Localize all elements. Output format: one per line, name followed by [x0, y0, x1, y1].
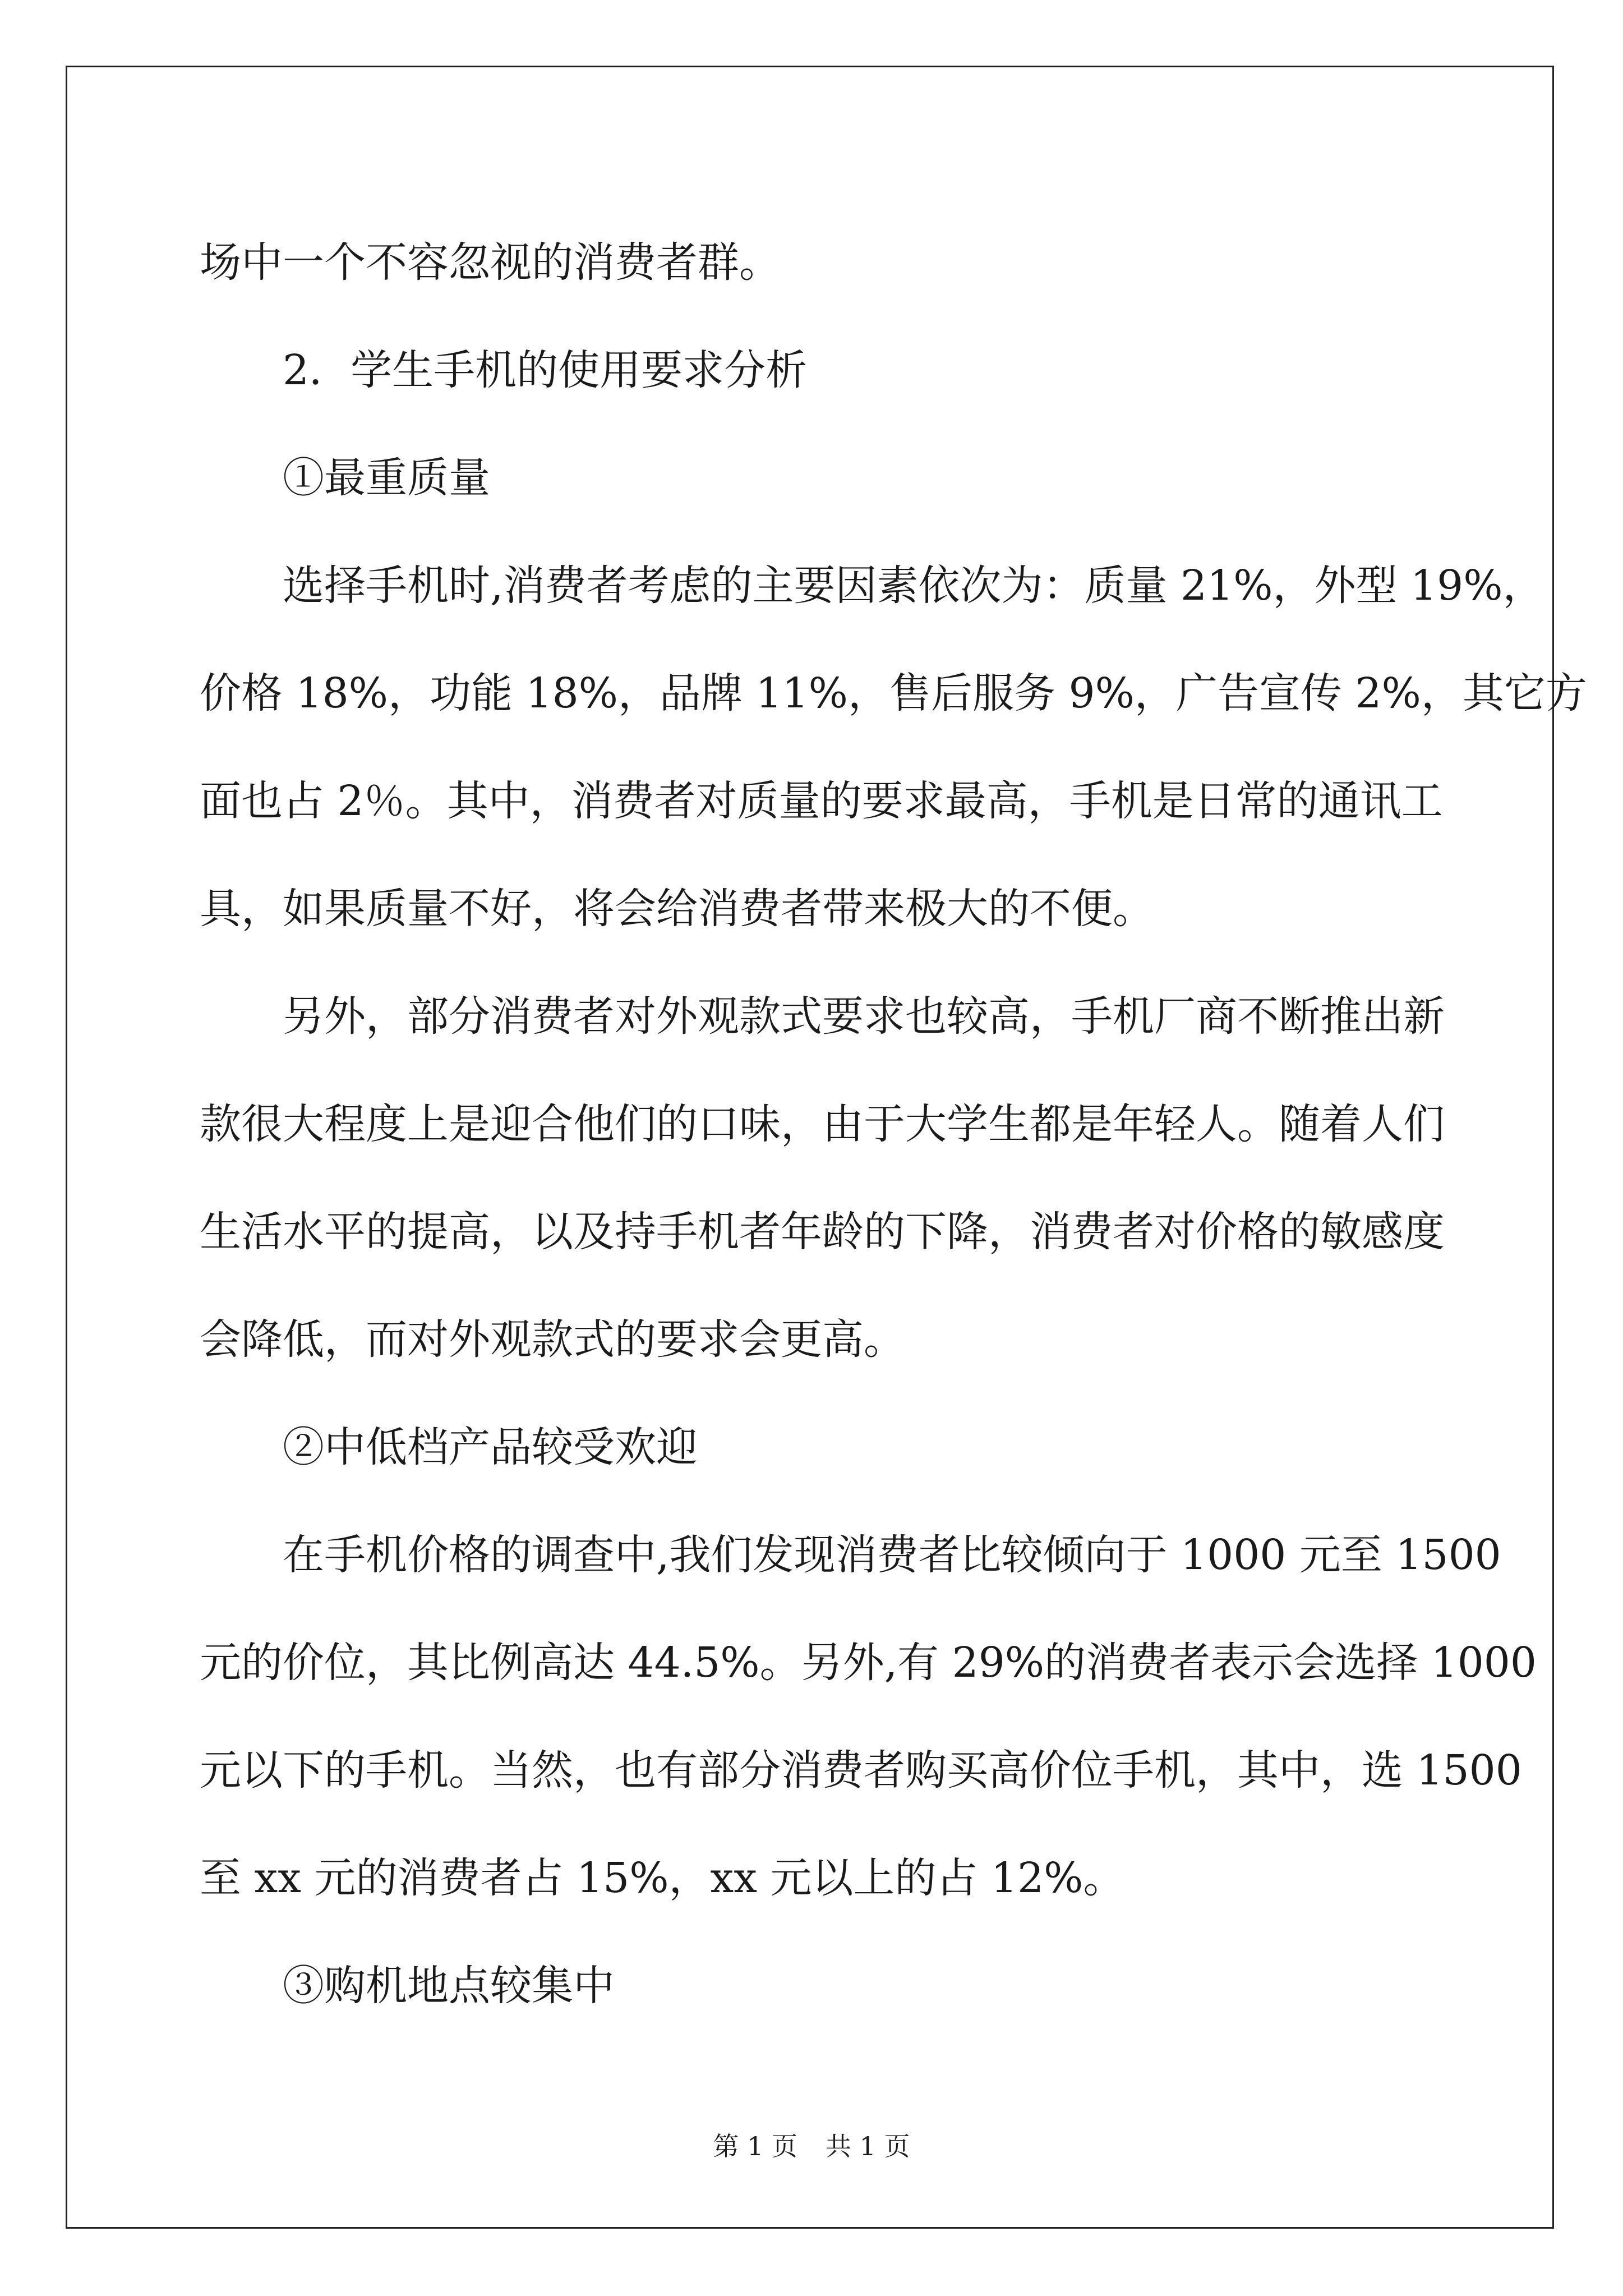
subsection-heading: ③购机地点较集中 [283, 1962, 615, 2010]
page-number: 第 1 页 [713, 2131, 797, 2161]
text-line: 至 xx 元的消费者占 15%，xx 元以上的占 12%。 [200, 1854, 1125, 1902]
text-line: 价格 18%，功能 18%，品牌 11%，售后服务 9%，广告宣传 2%，其它方 [200, 669, 1587, 717]
page-total: 共 1 页 [826, 2131, 910, 2161]
subsection-heading: ②中低档产品较受欢迎 [283, 1423, 698, 1471]
text-line: 选择手机时,消费者考虑的主要因素依次为：质量 21%，外型 19%， [283, 562, 1544, 610]
text-line: 款很大程度上是迎合他们的口味，由于大学生都是年轻人。随着人们 [200, 1100, 1445, 1148]
section-heading: 2．学生手机的使用要求分析 [283, 346, 808, 394]
subsection-heading: ①最重质量 [283, 454, 490, 502]
text-line: 元以下的手机。当然，也有部分消费者购买高价位手机，其中，选 1500 [200, 1746, 1522, 1795]
document-body [200, 209, 1587, 2040]
text-line: 具，如果质量不好，将会给消费者带来极大的不便。 [200, 885, 1154, 933]
text-line: 在手机价格的调查中,我们发现消费者比较倾向于 1000 元至 1500 [283, 1531, 1501, 1579]
text-line: 面也占 2％。其中，消费者对质量的要求最高，手机是日常的通讯工 [200, 777, 1443, 825]
text-line: 元的价位，其比例高达 44.5%。另外,有 29%的消费者表示会选择 1000 [200, 1639, 1537, 1687]
text-line: 场中一个不容忽视的消费者群。 [200, 238, 781, 287]
text-line: 生活水平的提高，以及持手机者年龄的下降，消费者对价格的敏感度 [200, 1208, 1445, 1256]
page-footer [0, 2129, 1623, 2163]
text-line: 另外，部分消费者对外观款式要求也较高，手机厂商不断推出新 [283, 992, 1445, 1041]
text-line: 会降低，而对外观款式的要求会更高。 [200, 1315, 905, 1364]
